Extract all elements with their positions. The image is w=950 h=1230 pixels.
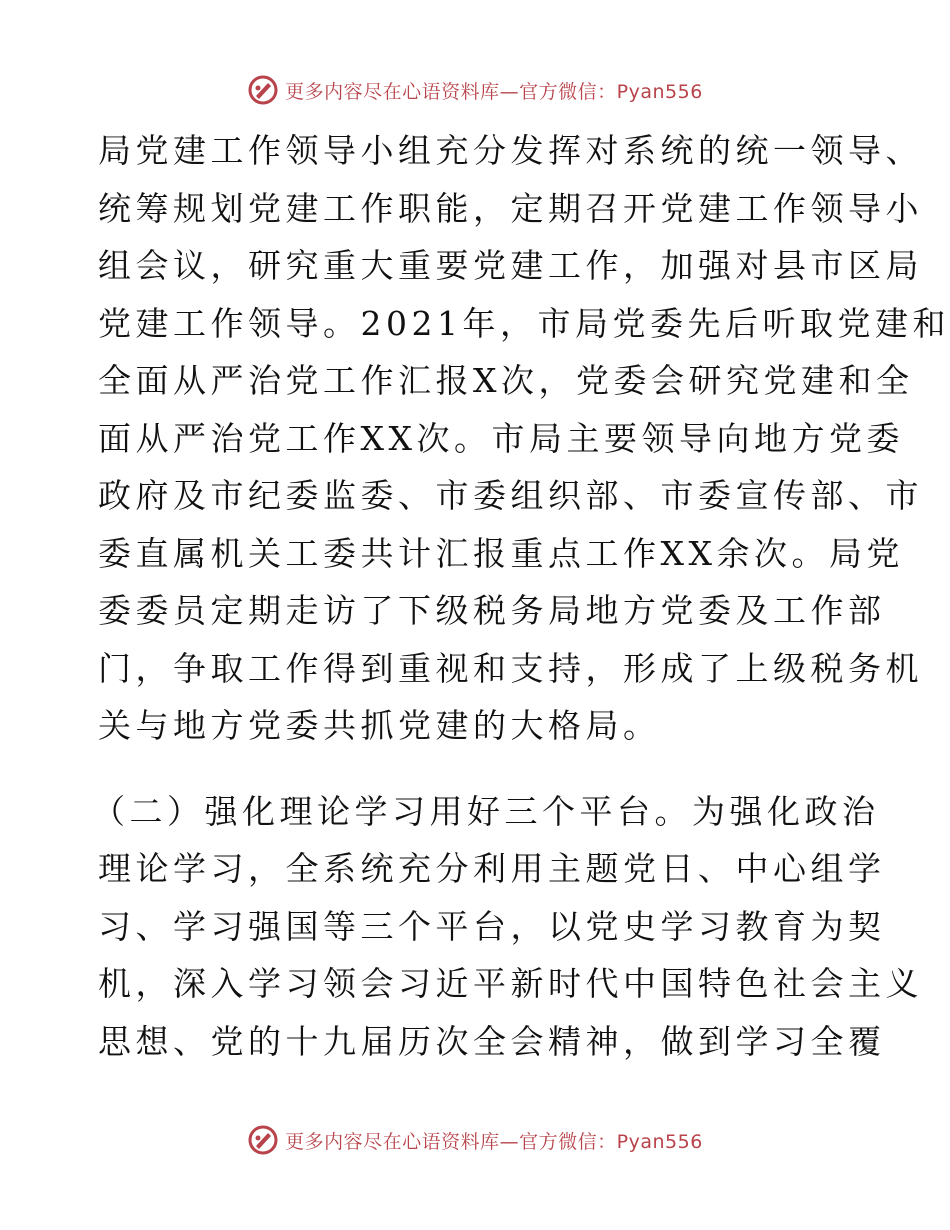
text-line: 组会议，研究重大重要党建工作，加强对县市区局 xyxy=(98,246,923,285)
text-line: 机，深入学习领会习近平新时代中国特色社会主义 xyxy=(98,964,923,1003)
text-line: 党建工作领导。2021年，市局党委先后听取党建和 xyxy=(98,303,950,343)
paragraph-1 xyxy=(98,122,950,755)
brand-logo-icon xyxy=(247,1124,279,1156)
section-heading-line: （二）强化理论学习用好三个平台。为强化政治 xyxy=(92,791,880,831)
text-line: 门，争取工作得到重视和支持，形成了上级税务机 xyxy=(98,648,923,688)
paragraph-spacer xyxy=(98,755,868,783)
watermark-footer xyxy=(0,1120,950,1160)
text-line: 统筹规划党建工作职能，定期召开党建工作领导小 xyxy=(98,188,923,228)
watermark-header xyxy=(0,70,950,110)
text-line: 委直属机关工委共计汇报重点工作XX余次。局党 xyxy=(98,533,904,573)
text-line: 委委员定期走访了下级税务局地方党委及工作部 xyxy=(98,591,886,630)
text-line: 政府及市纪委监委、市委组织部、市委宣传部、市 xyxy=(98,476,923,515)
brand-logo-icon xyxy=(247,74,279,106)
watermark-text: 更多内容尽在心语资料库—官方微信：Pyan556 xyxy=(285,1130,703,1153)
text-line: 思想、党的十九届历次全会精神，做到学习全覆 xyxy=(98,1021,886,1061)
text-line: 理论学习，全系统充分利用主题党日、中心组学 xyxy=(98,849,886,888)
paragraph-2 xyxy=(92,783,923,1071)
text-line: 全面从严治党工作汇报X次，党委会研究党建和全 xyxy=(98,361,914,400)
text-line: 习、学习强国等三个平台，以党史学习教育为契 xyxy=(98,906,886,946)
document-body xyxy=(92,122,950,1070)
text-line: 局党建工作领导小组充分发挥对系统的统一领导、 xyxy=(98,131,923,170)
text-line: 面从严治党工作XX次。市局主要领导向地方党委 xyxy=(98,418,904,458)
watermark-text: 更多内容尽在心语资料库—官方微信：Pyan556 xyxy=(285,80,703,103)
text-line: 关与地方党委共抓党建的大格局。 xyxy=(98,706,661,745)
